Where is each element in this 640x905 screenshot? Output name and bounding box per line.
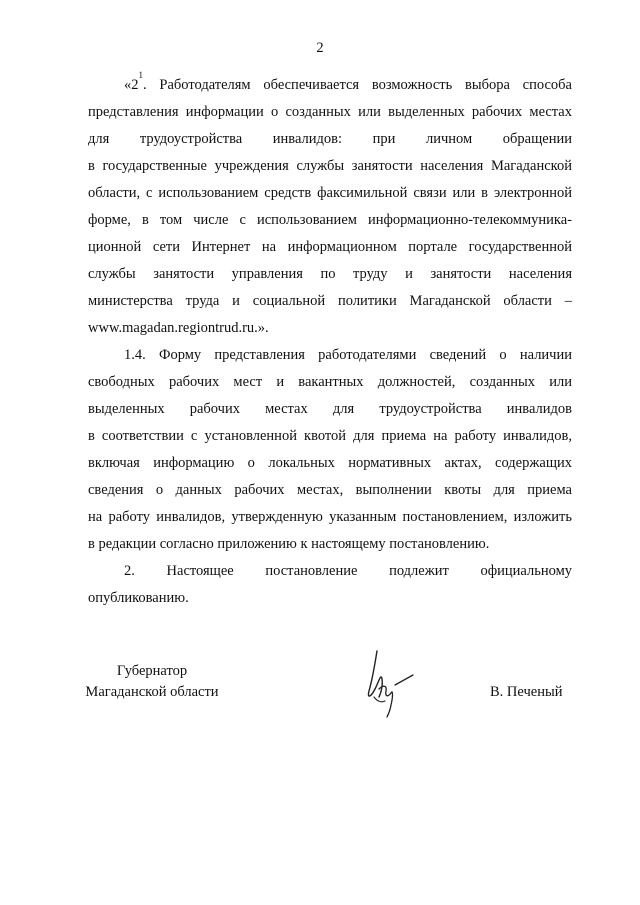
paragraph-1-line: ционной сети Интернет на информационном портале государственной bbox=[88, 239, 572, 255]
paragraph-2-line: в редакции согласно приложению к настоящему постановлению. bbox=[88, 536, 490, 552]
signatory-title-line-1: Губернатор bbox=[116, 663, 188, 679]
paragraph-2-line: сведения о данных рабочих местах, выполнении квоты для приема bbox=[88, 482, 572, 498]
open-quote-text: «2 bbox=[124, 77, 139, 93]
paragraph-2-line: в соответствии с установленной квотой для приема на работу инвалидов, bbox=[88, 428, 572, 444]
paragraph-1-line: службы занятости управления по труду и занятости населения bbox=[88, 266, 572, 282]
paragraph-1-line-1-text: . Работодателям обеспечивается возможность выбора способа bbox=[143, 77, 572, 93]
paragraph-2-line: включая информацию о локальных нормативных актах, содержащих bbox=[88, 455, 572, 471]
paragraph-2-line: на работу инвалидов, утвержденную указанным постановлением, изложить bbox=[88, 509, 572, 525]
handwritten-signature bbox=[355, 645, 425, 720]
paragraph-1-line: форме, в том числе с использованием информационно-телекоммуника- bbox=[88, 212, 572, 228]
paragraph-1-line: в государственные учреждения службы занятости населения Магаданской bbox=[88, 158, 572, 174]
paragraph-1-line: представления информации о созданных или выделенных рабочих местах bbox=[88, 104, 572, 120]
paragraph-2-line: свободных рабочих мест и вакантных должностей, созданных или bbox=[88, 374, 572, 390]
paragraph-1-line: области, с использованием средств факсимильной связи или в электронной bbox=[88, 185, 572, 201]
paragraph-1-line: для трудоустройства инвалидов: при личном обращении bbox=[88, 131, 572, 147]
paragraph-2-line: 1.4. Форму представления работодателями сведений о наличии bbox=[124, 347, 572, 363]
paragraph-1-line: www.magadan.regiontrud.ru.». bbox=[88, 320, 269, 336]
page-number: 2 bbox=[316, 40, 324, 56]
superscript: 1 bbox=[138, 70, 143, 80]
paragraph-1-line-1 bbox=[124, 70, 572, 94]
signatory-title-line-2: Магаданской области bbox=[85, 684, 219, 700]
paragraph-1-line: министерства труда и социальной политики Магаданской области – bbox=[88, 293, 572, 309]
paragraph-2-line: выделенных рабочих местах для трудоустройства инвалидов bbox=[88, 401, 572, 417]
paragraph-3-line: 2. Настоящее постановление подлежит официальному bbox=[124, 563, 572, 579]
signatory-name: В. Печеный bbox=[490, 684, 563, 700]
paragraph-3-line: опубликованию. bbox=[88, 590, 189, 606]
